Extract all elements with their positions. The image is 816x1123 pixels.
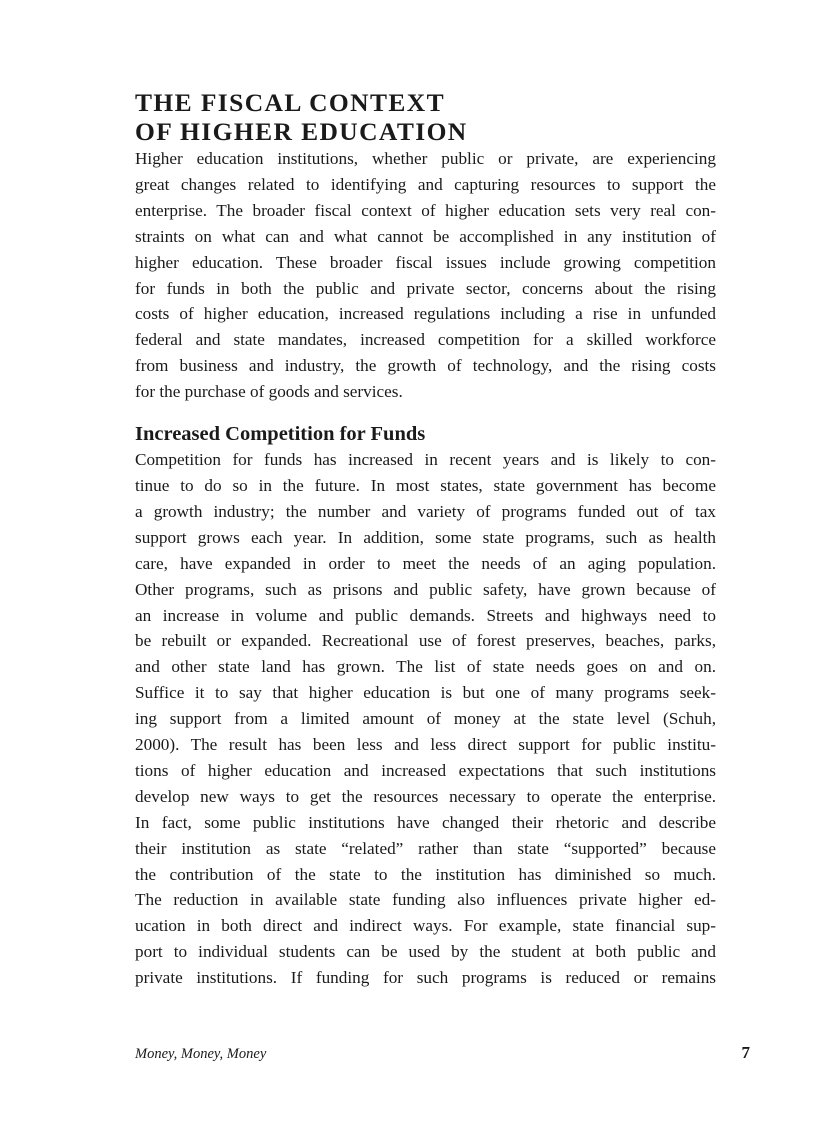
chapter-title-line: THE FISCAL CONTEXT [135, 88, 446, 117]
text-line: ucation in both direct and indirect ways. For example, state financial sup- [135, 916, 716, 936]
text-line: costs of higher education, increased regulations including a rise in unfunded [135, 304, 716, 324]
text-line: a growth industry; the number and variety of programs funded out of tax [135, 501, 716, 521]
text-line: tinue to do so in the future. In most states, state government has become [135, 475, 716, 495]
text-line: the contribution of the state to the institution has diminished so much. [135, 864, 716, 884]
section-paragraph [135, 447, 716, 991]
text-line: federal and state mandates, increased competition for a skilled workforce [135, 330, 716, 350]
text-line: for funds in both the public and private sector, concerns about the rising [135, 278, 716, 298]
chapter-title-line: OF HIGHER EDUCATION [135, 117, 468, 146]
text-line: tions of higher education and increased expectations that such institutions [135, 760, 716, 780]
text-line: care, have expanded in order to meet the needs of an aging population. [135, 553, 716, 573]
section-heading: Increased Competition for Funds [135, 423, 426, 446]
page-body [135, 88, 716, 991]
page-footer [135, 1043, 750, 1063]
text-line: higher education. These broader fiscal issues include growing competition [135, 252, 716, 272]
text-line: and other state land has grown. The list of state needs goes on and on. [135, 657, 716, 677]
running-title: Money, Money, Money [135, 1046, 267, 1062]
text-line: for the purchase of goods and services. [135, 382, 403, 402]
text-line: from business and industry, the growth of technology, and the rising costs [135, 356, 716, 376]
text-line: straints on what can and what cannot be accomplished in any institution of [135, 226, 716, 246]
text-line: The reduction in available state funding also influences private higher ed- [135, 890, 716, 910]
text-line: Other programs, such as prisons and public safety, have grown because of [135, 579, 716, 599]
text-line: Higher education institutions, whether public or private, are experiencing [135, 149, 716, 168]
text-line: their institution as state “related” rather than state “supported” because [135, 838, 716, 858]
chapter-title [135, 88, 716, 146]
intro-paragraph [135, 146, 716, 405]
text-line: great changes related to identifying and capturing resources to support the [135, 174, 716, 194]
text-line: develop new ways to get the resources necessary to operate the enterprise. [135, 786, 716, 806]
text-line: ing support from a limited amount of money at the state level (Schuh, [135, 709, 716, 729]
text-line: Competition for funds has increased in recent years and is likely to con- [135, 450, 716, 470]
text-line: enterprise. The broader fiscal context of higher education sets very real con- [135, 200, 716, 220]
text-line: Suffice it to say that higher education is but one of many programs seek- [135, 683, 716, 703]
text-line: In fact, some public institutions have changed their rhetoric and describe [135, 812, 716, 832]
text-line: private institutions. If funding for such programs is reduced or remains [135, 968, 716, 988]
text-line: port to individual students can be used by the student at both public and [135, 942, 716, 962]
text-line: an increase in volume and public demands. Streets and highways need to [135, 605, 716, 625]
text-line: 2000). The result has been less and less direct support for public institu- [135, 735, 716, 755]
page-number: 7 [741, 1043, 750, 1062]
text-line: support grows each year. In addition, some state programs, such as health [135, 527, 716, 547]
text-line: be rebuilt or expanded. Recreational use of forest preserves, beaches, parks, [135, 631, 716, 651]
